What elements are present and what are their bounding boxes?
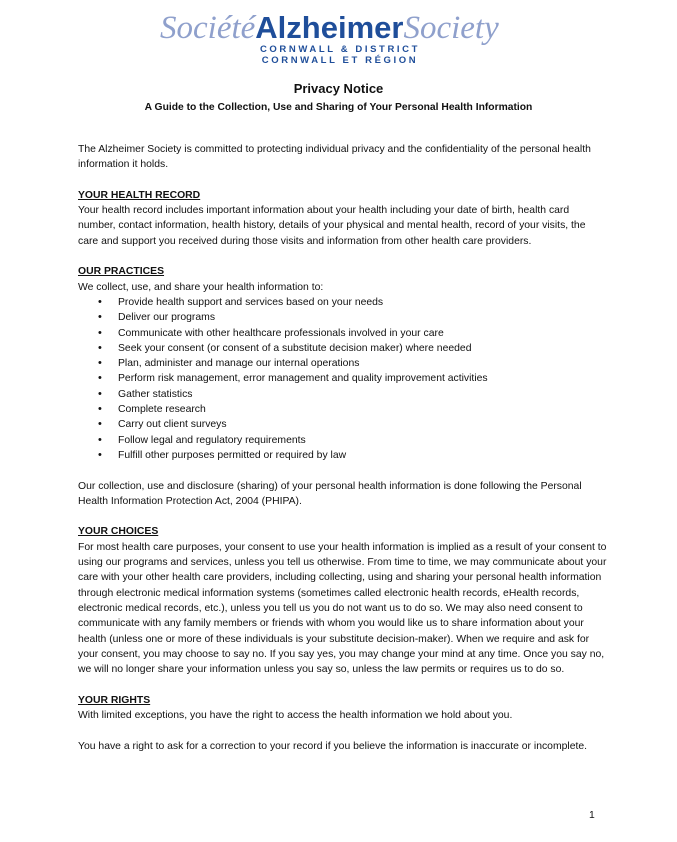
health-record-heading: YOUR HEALTH RECORD [78, 189, 201, 201]
alzheimer-society-logo [160, 8, 520, 70]
logo-region-english: CORNWALL & DISTRICT [259, 44, 421, 55]
choices-heading: YOUR CHOICES [78, 526, 159, 538]
practices-closing-paragraph: Our collection, use and disclosure (sharing) of your personal health information is done following the Personal Health Information Protection Act, 2004 (PHIPA). [78, 480, 582, 507]
list-item: • Plan, administer and manage our internal operations [78, 356, 608, 371]
list-item: • Fulfill other purposes permitted or required by law [78, 448, 608, 463]
list-item: • Follow legal and regulatory requirements [78, 433, 608, 448]
list-item: • Seek your consent (or consent of a substitute decision maker) where needed [78, 341, 608, 356]
choices-paragraph: For most health care purposes, your consent to use your health information is implied as a result of your consent to using our programs and services, unless you tell us otherwise. From time to time, we may communicate about your care with your other health care providers, including collecting, using and sharing your personal health information through electronic medical information systems (sometimes called electronic health records, eHealth records, electronic medical records, etc.), unless you tell us you do not want us to do so. We may also need consent to communicate with any family members or friends with whom you would like us to share information about your health (unless one or more of these individuals is your substitute decision-maker). When we require and ask for your consent, you may choose to say no. If you say yes, you may change your mind at any time. Once you say no, we will no longer share your information unless you say so, unless the law permits or requires us to do so. [78, 541, 607, 676]
rights-paragraph-correction: You have a right to ask for a correction to your record if you believe the information is inaccurate or incomplete. [78, 740, 588, 752]
list-item: • Communicate with other healthcare professionals involved in your care [78, 326, 608, 341]
list-item: • Provide health support and services based on your needs [78, 295, 608, 310]
page-subtitle: A Guide to the Collection, Use and Sharing of Your Personal Health Information [144, 102, 533, 113]
list-item: • Carry out client surveys [78, 417, 608, 432]
logo-region-french: CORNWALL ET RÉGION [261, 55, 419, 66]
logo-french-name: Société [160, 10, 256, 46]
list-item: • Gather statistics [78, 387, 608, 402]
practices-lead: We collect, use, and share your health information to: [78, 281, 324, 293]
document-body [78, 142, 608, 754]
logo-society-word: Society [403, 10, 499, 46]
intro-paragraph: The Alzheimer Society is committed to protecting individual privacy and the confidentiality of the personal health information it holds. [78, 144, 591, 171]
logo-wordmark [160, 8, 499, 48]
page-title: Privacy Notice [293, 81, 384, 96]
rights-paragraph-access: With limited exceptions, you have the right to access the health information we hold about you. [78, 709, 513, 721]
practices-heading: OUR PRACTICES [78, 266, 165, 278]
list-item: • Deliver our programs [78, 310, 608, 325]
page-number: 1 [589, 810, 595, 821]
rights-heading: YOUR RIGHTS [78, 694, 151, 706]
logo-english-name: Alzheimer [255, 10, 404, 45]
list-item: • Complete research [78, 402, 608, 417]
health-record-paragraph: Your health record includes important information about your health including your date of birth, health card number, contact information, health history, details of your physical and mental health, record of your visits, the care and support you received during those visits and information from other health care providers. [78, 205, 586, 247]
list-item: • Perform risk management, error management and quality improvement activities [78, 371, 608, 386]
practices-list [78, 295, 608, 463]
